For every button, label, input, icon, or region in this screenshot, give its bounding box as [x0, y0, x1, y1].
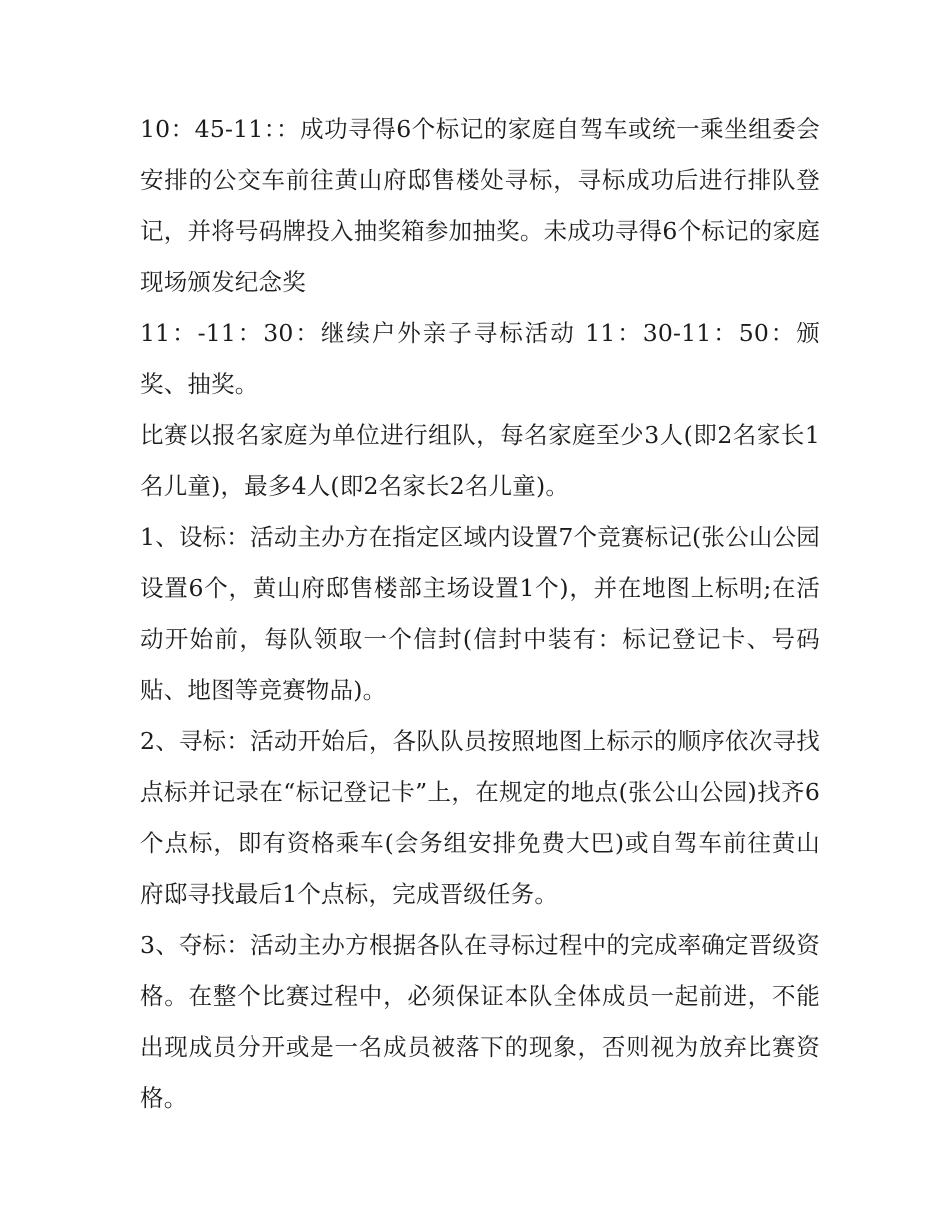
rule-set-markers-paragraph: 1、设标：活动主办方在指定区域内设置7个竞赛标记(张公山公园设置6个，黄山府邸售楼部主场设置1个)，并在地图上标明;在活动开始前，每队领取一个信封(信封中装有：标记登记卡、号码贴、地图等竞赛物品)。 — [140, 523, 820, 704]
document-body — [140, 104, 820, 1124]
rule-win-markers-paragraph: 3、夺标：活动主办方根据各队在寻标过程中的完成率确定晋级资格。在整个比赛过程中，必须保证本队全体成员一起前进，不能出现成员分开或是一名成员被落下的现象，否则视为放弃比赛资格。 — [140, 931, 820, 1112]
team-rules-paragraph: 比赛以报名家庭为单位进行组队，每名家庭至少3人(即2名家长1名儿童)，最多4人(即2名家长2名儿童)。 — [140, 421, 820, 500]
schedule-paragraph-2: 11：-11：30：继续户外亲子寻标活动 11：30-11：50：颁奖、抽奖。 — [140, 319, 820, 398]
rule-find-markers-paragraph: 2、寻标：活动开始后，各队队员按照地图上标示的顺序依次寻找点标并记录在“标记登记卡”上，在规定的地点(张公山公园)找齐6个点标，即有资格乘车(会务组安排免费大巴)或自驾车前往黄山府邸寻找最后1个点标，完成晋级任务。 — [140, 727, 820, 908]
schedule-paragraph-1: 10：45-11：：成功寻得6个标记的家庭自驾车或统一乘坐组委会安排的公交车前往黄山府邸售楼处寻标，寻标成功后进行排队登记，并将号码牌投入抽奖箱参加抽奖。未成功寻得6个标记的家庭现场颁发纪念奖 — [140, 115, 820, 296]
